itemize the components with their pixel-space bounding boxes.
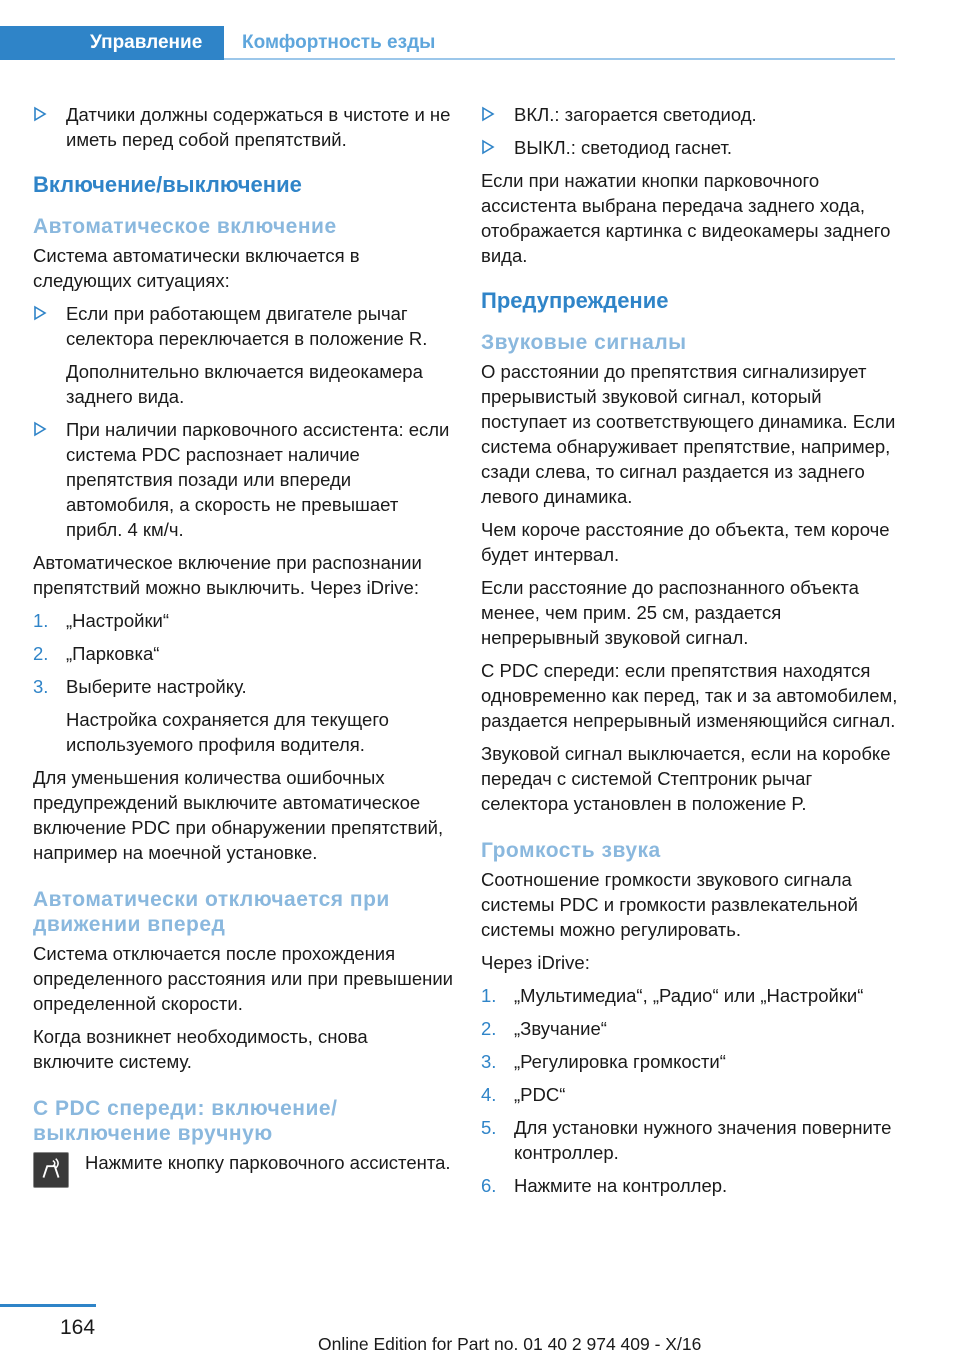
parking-assistant-button-icon <box>33 1152 69 1188</box>
step-number: 1. <box>481 985 497 1006</box>
paragraph: Если при нажатии кнопки парковочного ассистента выбрана передача заднего хода, отображается картинка с видеокамеры заднего вида. <box>481 170 891 266</box>
paragraph: Звуковой сигнал выключается, если на коробке передач с системой Стептроник рычаг селектора установлен в положение P. <box>481 743 891 814</box>
page-header <box>0 26 895 60</box>
footer-rule <box>0 1304 96 1307</box>
numbered-step: 1. „Мультимедиа“, „Радио“ или „Настройки“ <box>481 985 864 1006</box>
step-number: 3. <box>33 676 49 697</box>
paragraph: Соотношение громкости звукового сигнала системы PDC и громкости развлекательной системы можно регулировать. <box>481 869 858 940</box>
step-number: 2. <box>481 1018 497 1039</box>
step-number: 2. <box>33 643 49 664</box>
left-column <box>33 102 453 1175</box>
triangle-right-outline-icon <box>33 305 47 321</box>
step-note: Настройка сохраняется для текущего используемого профиля водителя. <box>66 709 389 755</box>
numbered-step: 3. „Регулировка громкости“ <box>481 1051 726 1072</box>
step-number: 3. <box>481 1051 497 1072</box>
triangle-right-outline-icon <box>33 106 47 122</box>
paragraph: О расстоянии до препятствия сигнализирует прерывистый звуковой сигнал, который поступает из соответствующего динамика. Если система обнаруживает препятствие, например, сзади слева, то сигнал раздается из заднего левого динамика. <box>481 361 896 507</box>
step-number: 6. <box>481 1175 497 1196</box>
step-number: 5. <box>481 1117 497 1138</box>
section-tab-active: Управление <box>0 26 224 60</box>
heading-volume: Громкость звука <box>481 839 661 862</box>
paragraph: С PDC спереди: если препятствия находятся одновременно как перед, так и за автомобилем, раздается непрерывный изменяющийся сигнал. <box>481 660 898 731</box>
numbered-step: 6. Нажмите на контроллер. <box>481 1175 728 1196</box>
heading-warning: Предупреждение <box>481 288 669 313</box>
paragraph: Система автоматически включается в следующих ситуациях: <box>33 245 360 291</box>
right-column <box>481 102 901 1206</box>
list-item: Датчики должны содержаться в чистоте и не иметь перед собой препятствий. <box>33 102 453 152</box>
list-item: ВКЛ.: загорается светодиод. <box>481 102 901 127</box>
triangle-right-outline-icon <box>33 421 47 437</box>
edition-footer: Online Edition for Part no. 01 40 2 974 409 - X/16 <box>318 1334 702 1354</box>
heading-sounds: Звуковые сигналы <box>481 331 687 354</box>
paragraph: Система отключается после прохождения определенного расстояния или при превышении определенной скорости. <box>33 943 453 1014</box>
list-item: Если при работающем двигателе рычаг селектора переключается в положение R. <box>33 301 453 351</box>
heading-front-pdc: С PDC спереди: включение/выключение вручную <box>33 1097 338 1145</box>
numbered-step: 2. „Звучание“ <box>481 1018 607 1039</box>
numbered-step: 3. Выберите настройку. <box>33 676 247 697</box>
list-item: При наличии парковочного ассистента: если система PDC распознает наличие препятствия позади или впереди автомобиля, а скорость не превышает прибл. 4 км/ч. <box>33 417 453 542</box>
header-rule <box>224 58 895 60</box>
step-number: 1. <box>33 610 49 631</box>
heading-on-off: Включение/выключение <box>33 172 302 197</box>
paragraph: Если расстояние до распознанного объекта менее, чем прим. 25 см, раздается непрерывный звуковой сигнал. <box>481 577 859 648</box>
pdc-button-instruction: Нажмите кнопку парковочного ассистента. <box>33 1150 453 1175</box>
paragraph: Чем короче расстояние до объекта, тем короче будет интервал. <box>481 519 890 565</box>
list-item-note: Дополнительно включается видеокамера заднего вида. <box>66 361 423 407</box>
step-number: 4. <box>481 1084 497 1105</box>
numbered-step: 1. „Настройки“ <box>33 610 170 631</box>
numbered-step: 2. „Парковка“ <box>33 643 160 664</box>
heading-auto-off: Автоматически отключается при движении вперед <box>33 888 390 936</box>
heading-auto-on: Автоматическое включение <box>33 215 337 238</box>
triangle-right-outline-icon <box>481 139 495 155</box>
paragraph: Автоматическое включение при распознании препятствий можно выключить. Через iDrive: <box>33 552 422 598</box>
numbered-step: 5. Для установки нужного значения поверните контроллер. <box>481 1117 892 1163</box>
paragraph: Когда возникнет необходимость, снова включите систему. <box>33 1026 368 1072</box>
paragraph: Через iDrive: <box>481 952 590 973</box>
triangle-right-outline-icon <box>481 106 495 122</box>
list-item: ВЫКЛ.: светодиод гаснет. <box>481 135 901 160</box>
numbered-step: 4. „PDC“ <box>481 1084 566 1105</box>
page-number: 164 <box>60 1316 96 1339</box>
paragraph: Для уменьшения количества ошибочных предупреждений выключите автоматическое включение PDC при обнаружении препятствий, например на моечной установке. <box>33 767 444 863</box>
section-tab-inactive: Комфортность езды <box>242 32 436 53</box>
